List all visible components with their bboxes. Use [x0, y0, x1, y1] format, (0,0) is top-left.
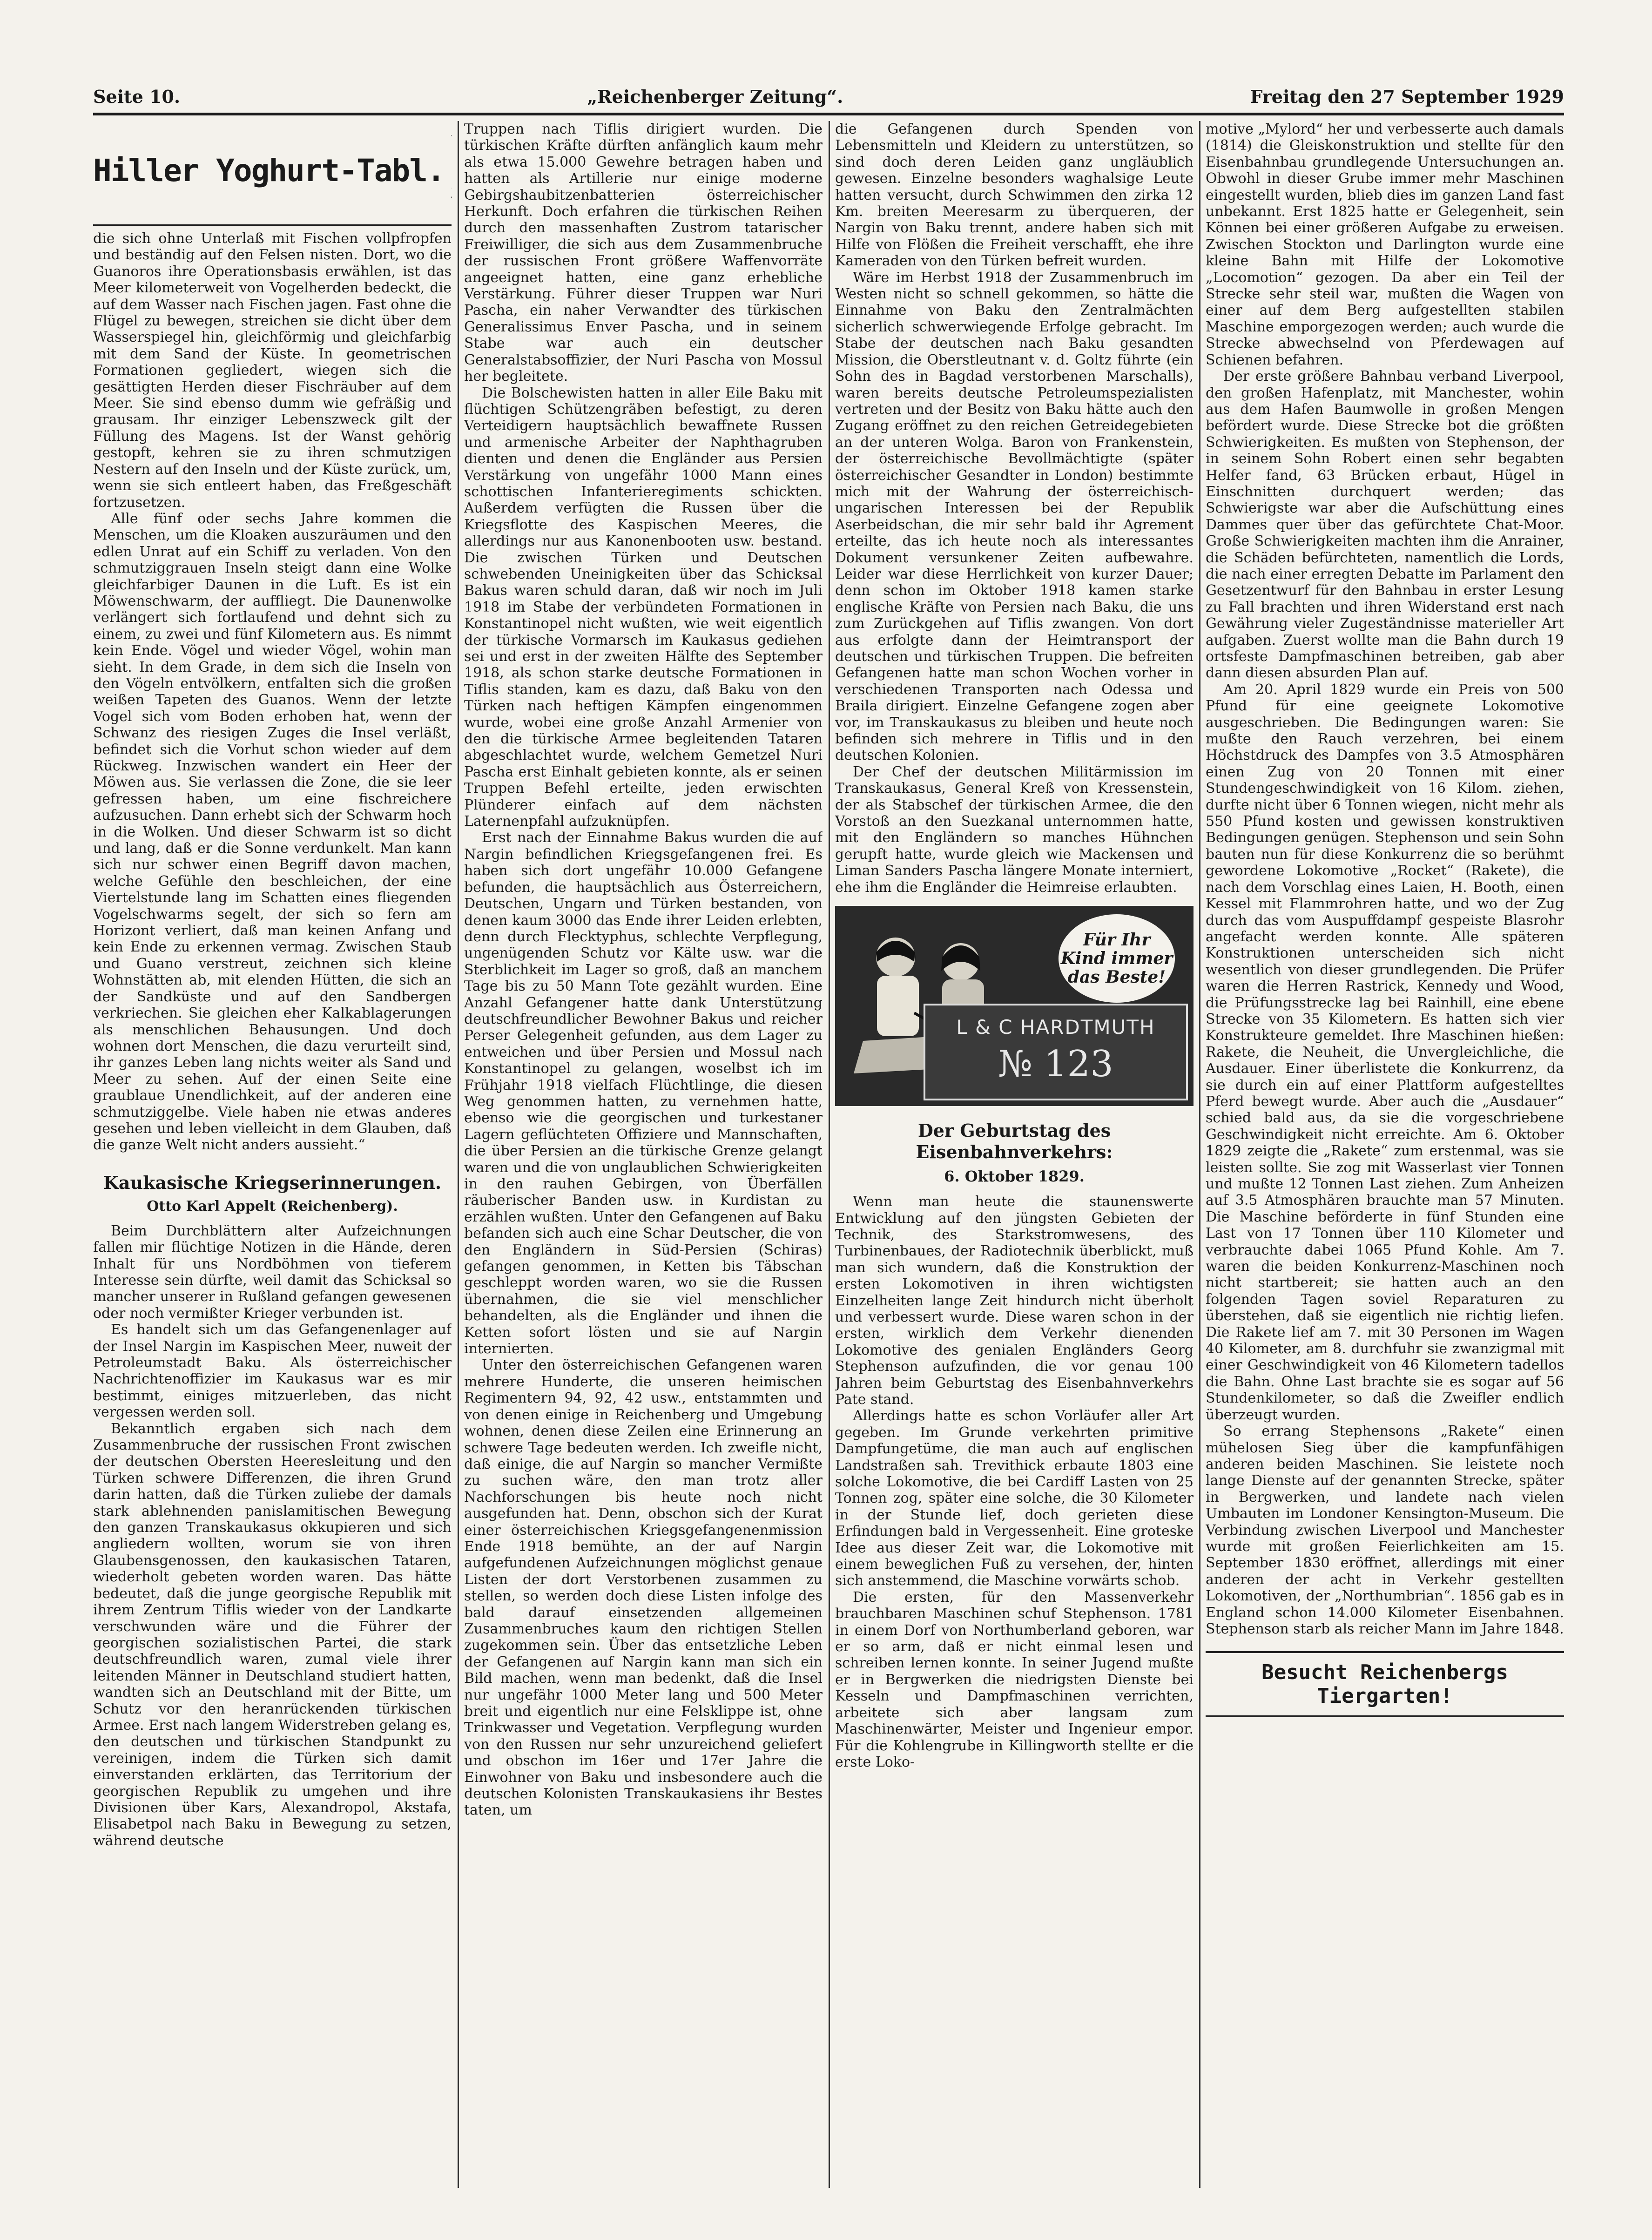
- page-number: Seite 10.: [93, 86, 181, 107]
- yoghurt-ad-line3: [451, 183, 452, 219]
- yoghurt-ad-line2: [451, 147, 452, 183]
- caucasus-paragraph-6: Erst nach der Einnahme Bakus wurden die auf Nargin befindlichen Kriegsgefangenen frei. Es haben sich dort ungefähr 10.000 Gefangene befunden, die hauptsächlich aus Österreichern, Deutschen, Ungarn und Türken bestanden, von denen kaum 3000 das Ende ihrer Leiden erlebten, denn durch Flecktyphus, schlechte Verpflegung, ungenügenden Schutz vor Kälte usw. war die Sterblichkeit im Lager so groß, daß an manchem Tage bis zu 50 Mann Tote gezählt wurden. Eine Anzahl Gefangener hatte dank Unterstützung deutschfreundlicher Bewohner Bakus und reicher Perser Gelegenheit gefunden, aus dem Lager zu entweichen und über Persien und Mossul nach Konstantinopel zu gelangen, woselbst ich im Frühjahr 1918 vielfach Flüchtlinge, die diesen Weg genommen hatten, zu vernehmen hatte, ebenso wie die georgischen und turkestaner Lagern geflüchteten Offiziere und Mannschaften, die über Persien an die türkische Grenze gelangt waren und die von unglaublichen Schwierigkeiten in den rauhen Gebirgen, von Überfällen räuberischer Banden usw. in Kurdistan zu erzählen wußten. Unter den Gefangenen auf Baku befanden sich auch eine Schar Deutscher, die von den Engländern in Süd-Persien (Schiras) gefangen genommen, in Ketten bis Täbschan geschleppt worden waren, wo sie die Russen übernahmen, die sie viel menschlicher behandelten, als die Engländer und ihnen die Ketten sofort lösten und sie auf Nargin internierten.: [464, 830, 823, 1357]
- column-3: [835, 121, 1193, 2188]
- guano-paragraph-1: die sich ohne Unterlaß mit Fischen vollpfropfen und beständig auf den Felsen nisten. Dort, wo die Guanoros ihre Operationsbasis erwählen, ist das Meer kilometerweit von Vogelherden bedeckt, die auf dem Wasser nach Fischen jagen. Fast ohne die Flügel zu bewegen, streichen sie dicht über dem Wasserspiegel hin, gleichförmig und gleichfarbig mit dem Sand der Küste. In geometrischen Formationen gegliedert, wiegen sich die gesättigten Herden dieser Fischräuber auf dem Meer. Sie sind ebenso dumm wie gefräßig und grausam. Ihr einziger Lebenszweck gilt der Füllung des Magens. Ist der Wanst gehörig gestopft, kehren sie zu ihren schmutzigen Nestern auf den Inseln und der Küste zurück, um, wenn sie sich entleert haben, das Freßgeschäft fortzusetzen.: [93, 230, 452, 511]
- zoo-ad: Besucht Reichenbergs Tiergarten!: [1206, 1651, 1564, 1717]
- hardtmuth-ad: [835, 906, 1193, 1106]
- column-divider: [458, 121, 459, 2188]
- railway-paragraph-3: Die ersten, für den Massenverkehr brauchbaren Maschinen schuf Stephenson. 1781 in einem Dorf von Northumberland geboren, war er so arm, daß er nicht einmal lesen und schreiben lernen konnte. In seiner Jugend mußte er in Bergwerken die niedrigsten Dienste bei Kesseln und Dampfmaschinen verrichten, arbeitete sich aber langsam zum Maschinenwärter, Meister und Ingenieur empor. Für die Kohlengrube in Killingworth stellte er die erste Loko-: [835, 1589, 1193, 1770]
- column-2: [464, 121, 823, 2188]
- railway-paragraph-7: So errang Stephensons „Rakete“ einen mühelosen Sieg über die kampfunfähigen anderen beiden Maschinen. Sie leistete noch lange Dienste auf der genannten Strecke, später in Bergwerken, und landete nach vielen Umbauten im Londoner Kensington-Museum. Die Verbindung zwischen Liverpool und Manchester wurde mit großen Feierlichkeiten am 15. September 1830 eröffnet, allerdings mit einer anderen der acht in Verkehr gestellten Lokomotiven, der „Northumbrian“. 1856 gab es in England schon 14.000 Kilometer Eisenbahnen. Stephenson starb als reicher Mann im Jahre 1848.: [1206, 1423, 1564, 1637]
- railway-paragraph-2: Allerdings hatte es schon Vorläufer aller Art gegeben. Im Grunde verkehrten primitive Dampfungetüme, die man auch auf englischen Landstraßen sah. Trevithick erbaute 1803 eine solche Lokomotive, die bei Cardiff Lasten von 25 Tonnen zog, später eine solche, die 30 Kilometer in der Stunde lief, doch gerieten diese Erfindungen bald in Vergessenheit. Eine groteske Idee aus dieser Zeit war, die Lokomotive mit einem beweglichen Fuß zu versehen, der, hinten sich anstemmend, die Maschine vorwärts schob.: [835, 1408, 1193, 1589]
- caucasus-paragraph-5: Die Bolschewisten hatten in aller Eile Baku mit flüchtigen Schützengräben befestigt, zu deren Verteidigern hauptsächlich bewaffnete Russen und armenische Arbeiter der Naphthagruben dienten und denen die Engländer aus Persien Verstärkung von ungefähr 1000 Mann eines schottischen Infanterieregiments schickten. Außerdem verfügten die Russen über die Kriegsflotte des Kaspischen Meeres, die allerdings nur aus Kanonenbooten usw. bestand. Die zwischen Türken und Deutschen schwebenden Uneinigkeiten über das Schicksal Bakus waren schuld daran, daß wir noch im Juli 1918 im Stabe der verbündeten Formationen in Konstantinopel nicht wußten, wie weit eigentlich der türkische Vormarsch im Kaukasus gediehen sei und erst in der zweiten Hälfte des September 1918, als schon starke deutsche Formationen in Tiflis standen, kam es dazu, daß Baku von den Türken nach heftigen Kämpfen eingenommen wurde, wobei eine große Anzahl Armenier von den die türkische Armee begleitenden Tataren abgeschlachtet wurde, welchem Gemetzel Nuri Pascha erst Einhalt gebieten konnte, als er seinen Truppen Befehl erteilte, jeden erwischten Plünderer einfach auf dem nächsten Laternenpfahl aufzuknüpfen.: [464, 385, 823, 830]
- yoghurt-ad-title: Hiller Yoghurt-Tabl.: [93, 152, 445, 189]
- caucasus-paragraph-8: die Gefangenen durch Spenden von Lebensmitteln und Kleidern zu unterstützen, so sind doch deren Leiden ganz ungläublich gewesen. Einzelne besonders waghalsige Leute hatten versucht, durch Schwimmen den zirka 12 Km. breiten Meeresarm zu überqueren, der Nargin von Baku trennt, andere haben sich mit Hilfe von Flößen die Freiheit verschafft, ehe ihre Kameraden von den Türken befreit wurden.: [835, 121, 1193, 270]
- newspaper-page: [93, 70, 1564, 2193]
- column-1: [93, 121, 452, 2188]
- caucasus-paragraph-3: Bekanntlich ergaben sich nach dem Zusammenbruche der russischen Front zwischen der deutschen Obersten Heeresleitung und den Türken schwere Differenzen, die ihren Grund darin hatten, daß die Türken zuliebe der damals stark ablehnenden panislamitischen Bewegung den ganzen Transkaukasus okkupieren und sich angliedern wollten, worum sie von ihren Glaubensgenossen, den kaukasischen Tataren, wiederholt gebeten worden waren. Das hätte bedeutet, daß die junge georgische Republik mit ihrem Zentrum Tiflis wieder von der Landkarte verschwunden wäre und die Führer der georgischen sozialistischen Partei, die stark deutschfreundlich waren, zumal viele ihrer leitenden Männer in Deutschland studiert hatten, wandten sich an Deutschland mit der Bitte, um Schutz vor den heranrückenden türkischen Armee. Erst nach langem Widerstreben gelang es, den deutschen und türkischen Standpunkt zu vereinigen, indem die Türken sich damit einverstanden erklärten, das Territorium der georgischen Republik zu umgehen und ihre Divisionen über Kars, Alexandropol, Akstafa, Elisabetpol nach Baku in Bewegung zu setzen, während deutsche: [93, 1420, 452, 1849]
- yoghurt-ad-text: [451, 121, 452, 220]
- issue-date: Freitag den 27 September 1929: [1250, 86, 1564, 107]
- railway-paragraph-1: Wenn man heute die staunenswerte Entwicklung auf den jüngsten Gebieten der Technik, des Starkstromwesens, des Turbinenbaues, der Radiotechnik überblickt, muß man sich wundern, daß die Konstruktion der ersten Lokomotiven in ihren wichtigsten Einzelheiten lange Zeit hindurch nicht überholt und verbessert wurde. Diese waren schon in der ersten, wirklich dem Verkehr dienenden Lokomotive des genialen Engländers Georg Stephenson aufzufinden, die vor genau 100 Jahren beim Geburtstag des Eisenbahnverkehrs Pate stand.: [835, 1194, 1193, 1408]
- ad-product-number: № 123: [998, 1043, 1113, 1086]
- column-divider: [1199, 121, 1200, 2188]
- header-rule: [93, 113, 1564, 115]
- article-date: 6. Oktober 1829.: [944, 1167, 1085, 1186]
- caucasus-paragraph-9: Wäre im Herbst 1918 der Zusammenbruch im Westen nicht so schnell gekommen, so hätte die Einnahme von Baku den Zentralmächten sicherlich schwerwiegende Erfolge gebracht. Im Stabe der deutschen nach Baku gesandten Mission, die Oberstleutnant v. d. Goltz führte (ein Sohn des in Bagdad verstorbenen Marschalls), waren bereits deutsche Petroleumspezialisten vertreten und der Besitz von Baku hätte auch den Zugang eröffnet zu den reichen Getreidegebieten an der unteren Wolga. Baron von Frankenstein, der österreichische Bevollmächtigte (später österreichischer Gesandter in London) bestimmte mich mit der Wahrung der österreichisch-ungarischen Interessen bei der Republik Aserbeidschan, die mir sehr bald ihr Agrement erteilte, das ich heute noch als interessantes Dokument versunkener Zeiten aufbewahre. Leider war diese Herrlichkeit von kurzer Dauer; denn schon im Oktober 1918 kamen starke englische Kräfte von Persien nach Baku, die uns zum Zurückgehen auf Tiflis zwangen. Von dort aus erfolgte dann der Heimtransport der deutschen und türkischen Truppen. Die befreiten Gefangenen hatte man schon Wochen vorher in verschiedenen Transporten nach Odessa und Braila dirigiert. Einzelne Gefangene zogen aber vor, im Transkaukasus zu bleiben und heute noch befinden sich mehrere in Tiflis und in den deutschen Kolonien.: [835, 269, 1193, 764]
- ad-slogan: Für Ihr Kind immer das Beste!: [1059, 914, 1175, 1003]
- railway-paragraph-4: motive „Mylord“ her und verbesserte auch damals (1814) die Gleiskonstruktion und stellte für den Eisenbahnbau grundlegende Untersuchungen an. Obwohl in dieser Grube immer mehr Maschinen eingestellt wurden, blieb dies im ganzen Land fast unbekannt. Erst 1825 hatte er Gelegenheit, sein Können bei einer größeren Aufgabe zu erweisen. Zwischen Stockton und Darlington wurde eine kleine Bahn mit Hilfe der Lokomotive „Locomotion“ gezogen. Da aber ein Teil der Strecke sehr steil war, mußten die Wagen von einer auf dem Berg aufgestellten stabilen Maschine emporgezogen werden; auch wurde die Strecke abwechselnd von Pferdewagen auf Schienen befahren.: [1206, 121, 1564, 368]
- page-header: [93, 70, 1564, 107]
- article-author: Otto Karl Appelt (Reichenberg).: [147, 1198, 398, 1214]
- railway-paragraph-6: Am 20. April 1829 wurde ein Preis von 500 Pfund für eine geeignete Lokomotive ausgeschrieben. Die Bedingungen waren: Sie mußte den Rauch verzehren, bei einem Höchstdruck des Dampfes von 3.5 Atmosphären einen Zug von 20 Tonnen mit einer Stundengeschwindigkeit von 16 Kilom. ziehen, durfte nicht über 6 Tonnen wiegen, nicht mehr als 550 Pfund kosten und gewissen konstruktiven Bedingungen genügen. Stephenson und sein Sohn bauten nun für diese Konkurrenz die so berühmt gewordene Lokomotive „Rocket“ (Rakete), die nach dem Vorschlag eines Laien, H. Booth, einen Kessel mit Flammrohren hatte, und wo der Zug durch das vom Auspuffdampf gespeiste Blasrohr angefacht werden konnte. Alle späteren Konstruktionen unterscheiden sich nicht wesentlich von dieser grundlegenden. Die Prüfer waren die Herren Rastrick, Kennedy und Wood, die Prüfungsstrecke lag bei Rainhill, eine ebene Strecke von 35 Kilometern. Es hatten sich vier Konstrukteure gemeldet. Ihre Maschinen hießen: Rakete, die Neuheit, die Unvergleichliche, die Ausdauer. Einer überlistete die Konkurrenz, da sie durch ein auf einer Plattform aufgestelltes Pferd bewegt wurde. Aber auch die „Ausdauer“ schied bald aus, da sie die vorgeschriebene Geschwindigkeit nicht erreichte. Am 6. Oktober 1829 zeigte die „Rakete“ zum erstenmal, was sie leisten sollte. Sie zog mit Wasserlast vier Tonnen und mußte 12 Tonnen Last ziehen. Zum Anheizen auf 3.5 Atmosphären brauchte man 57 Minuten. Die Maschine beförderte in fünf Stunden eine Last von 17 Tonnen über 110 Kilometer und verbrauchte dabei 1065 Pfund Kohle. Am 7. waren die beiden Konkurrenz-Maschinen noch nicht startbereit; sie hatten auch an den folgenden Tagen soviel Reparaturen zu überstehen, daß sie eigentlich nie richtig liefen. Die Rakete lief am 7. mit 30 Personen im Wagen 40 Kilometer, am 8. durchfuhr sie zwanzigmal mit einer Geschwindigkeit von 46 Kilometern tadellos die Bahn. Ohne Last brachte sie es sogar auf 56 Stundenkilometer, so daß die Zweifler endlich überzeugt wurden.: [1206, 681, 1564, 1423]
- railway-paragraph-5: Der erste größere Bahnbau verband Liverpool, den großen Hafenplatz, mit Manchester, wohin aus dem Hafen Baumwolle in großen Mengen befördert wurde. Diese Strecke bot die größten Schwierigkeiten. Es mußten von Stephenson, der in seinem Sohn Robert einen sehr begabten Helfer fand, 63 Brücken erbaut, Hügel in Einschnitten durchquert werden; das Schwierigste war aber die Aufschüttung eines Dammes quer über das gefürchtete Chat-Moor. Große Schwierigkeiten machten ihm die Anrainer, die Schäden befürchteten, namentlich die Lords, die nach einer erregten Debatte im Parlament den Gesetzentwurf für den Bahnbau in erster Lesung zu Fall brachten und ihren Widerstand erst nach Gewährung vieler Zugeständnisse materieller Art aufgaben. Zuerst wollte man die Bahn durch 19 ortsfeste Dampfmaschinen betreiben, gab aber dann diesen absurden Plan auf.: [1206, 368, 1564, 681]
- caucasus-paragraph-10: Der Chef der deutschen Militärmission im Transkaukasus, General Kreß von Kressenstein, der als Stabschef der türkischen Armee, die den Vorstoß an den Suezkanal unternommen hatte, mit den Engländern so manches Hühnchen gerupft hatte, wurde gleich wie Mackensen und Liman Sanders Pascha längere Monate interniert, ehe ihm die Engländer die Heimreise erlaubten.: [835, 763, 1193, 896]
- caucasus-paragraph-4: Truppen nach Tiflis dirigiert wurden. Die türkischen Kräfte dürften anfänglich kaum mehr als etwa 15.000 Gewehre betragen haben und hatten als Artillerie nur einige moderne Gebirgshaubitzenbatterien österreichischer Herkunft. Doch erfahren die türkischen Reihen durch den massenhaften Zustrom tatarischer Freiwilliger, die sich aus dem Zusammenbruche der russischen Front größere Waffenvorräte angeeignet hatten, eine ganz erhebliche Verstärkung. Führer dieser Truppen war Nuri Pascha, ein naher Verwandter des türkischen Generalissimus Enver Pascha, und in seinem Stabe war auch ein deutscher Generalstabsoffizier, der Nuri Pascha von Mossul her begleitete.: [464, 121, 823, 385]
- pencil-brand-box: [924, 1004, 1188, 1100]
- caucasus-paragraph-1: Beim Durchblättern alter Aufzeichnungen fallen mir flüchtige Notizen in die Hände, deren Inhalt für uns Nordböhmen von tieferem Interesse sein dürfte, weil damit das Schicksal so mancher unserer in Rußland gefangen gewesenen oder noch vermißter Krieger verbunden ist.: [93, 1222, 452, 1322]
- column-4: [1206, 121, 1564, 2188]
- yoghurt-ad-line1: [451, 121, 452, 147]
- caucasus-paragraph-2: Es handelt sich um das Gefangenenlager auf der Insel Nargin im Kaspischen Meer, nuweit der Petroleumstadt Baku. Als österreichischer Nachrichtenoffizier im Kaukasus war es mir bestimmt, einiges mitzuerleben, das nicht vergessen werden soll.: [93, 1322, 452, 1421]
- article-headline-railway: Der Geburtstag des Eisenbahnverkehrs:: [916, 1120, 1113, 1163]
- masthead: „Reichenberger Zeitung“.: [587, 86, 843, 107]
- guano-paragraph-2: Alle fünf oder sechs Jahre kommen die Menschen, um die Kloaken auszuräumen und den edlen Unrat auf ein Schiff zu verladen. Von den schmutziggrauen Inseln steigt dann eine Wolke gleichfarbiger Daunen in die Luft. Es ist ein Möwenschwarm, der auffliegt. Die Daunenwolke verlängert sich fortlaufend und dehnt sich zu einem, zu zwei und fünf Kilometern aus. Es nimmt kein Ende. Vögel und wieder Vögel, wohin man sieht. In dem Grade, in dem sich die Inseln von den Vögeln entvölkern, entfalten sich die großen weißen Tapeten des Guanos. Wenn der letzte Vogel sich vom Boden erhoben hat, wenn der Schwanz des riesigen Zuges die Insel verläßt, befindet sich die Vorhut schon wieder auf dem Rückweg. Inzwischen wandert ein Heer der Möwen aus. Sie verlassen die Zone, die sie leer gefressen haben, um eine fischreichere aufzusuchen. Dann erhebt sich der Schwarm hoch in die Wolken. Und dieser Schwarm ist so dicht und lang, daß er die Sonne verdunkelt. Man kann sich nur schwer einen Begriff davon machen, welche Gefühle den beschleichen, der eine Viertelstunde lang im Schatten eines fliegenden Vogelschwarms segelt, der sich so fern am Horizont verliert, daß man keinen Anfang und kein Ende zu erkennen vermag. Zwischen Staub und Guano verstreut, zeichnen sich kleine Wohnstätten ab, mit elenden Hütten, die sich an der Sandküste und auf den Sandbergen verkriechen. Sie gleichen eher Kalkablagerungen als menschlichen Behausungen. Und doch wohnen dort Menschen, die dazu verurteilt sind, ihr ganzes Leben lang nichts weiter als Sand und Meer zu sehen. Auf der einen Seite eine graublaue Unendlichkeit, auf der anderen eine schmutziggelbe. Viele haben nie etwas anderes gesehen und leben vielleicht in dem Glauben, daß die ganze Welt nicht anders aussieht.“: [93, 510, 452, 1154]
- yoghurt-ad: [93, 121, 452, 226]
- column-divider: [829, 121, 830, 2188]
- caucasus-paragraph-7: Unter den österreichischen Gefangenen waren mehrere Hunderte, die unseren heimischen Regimentern 94, 92, 42 usw., entstammten und von denen einige in Reichenberg und Umgebung wohnen, denen diese Zeilen eine Erinnerung an schwere Tage bedeuten werden. Ich zweifle nicht, daß einige, die auf Nargin so mancher Vermißte zu suchen wäre, den man trotz aller Nachforschungen bis heute noch nicht ausgefunden hat. Denn, obschon sich der Kurat einer österreichischen Kriegsgefangenenmission Ende 1918 bemühte, an der auf Nargin aufgefundenen Aufzeichnungen möglichst genaue Listen der dort Verstorbenen zusammen zu stellen, so werden doch diese Listen infolge des bald darauf einsetzenden allgemeinen Zusammenbruches kaum den richtigen Stellen zugekommen sein. Über das entsetzliche Leben der Gefangenen auf Nargin kann man sich ein Bild machen, wenn man bedenkt, daß die Insel nur ungefähr 1000 Meter lang und 500 Meter breit und eigentlich nur eine Felsklippe ist, ohne Trinkwasser und Vegetation. Verpflegung wurden von den Russen nur sehr unzureichend geliefert und obschon im 16er und 17er Jahre die Einwohner von Baku und insbesondere auch die deutschen Kolonisten Transkaukasiens ihr Bestes taten, um: [464, 1357, 823, 1819]
- ad-brand: L & C HARDTMUTH: [956, 1016, 1155, 1039]
- article-headline-caucasus: Kaukasische Kriegserinnerungen.: [103, 1172, 442, 1193]
